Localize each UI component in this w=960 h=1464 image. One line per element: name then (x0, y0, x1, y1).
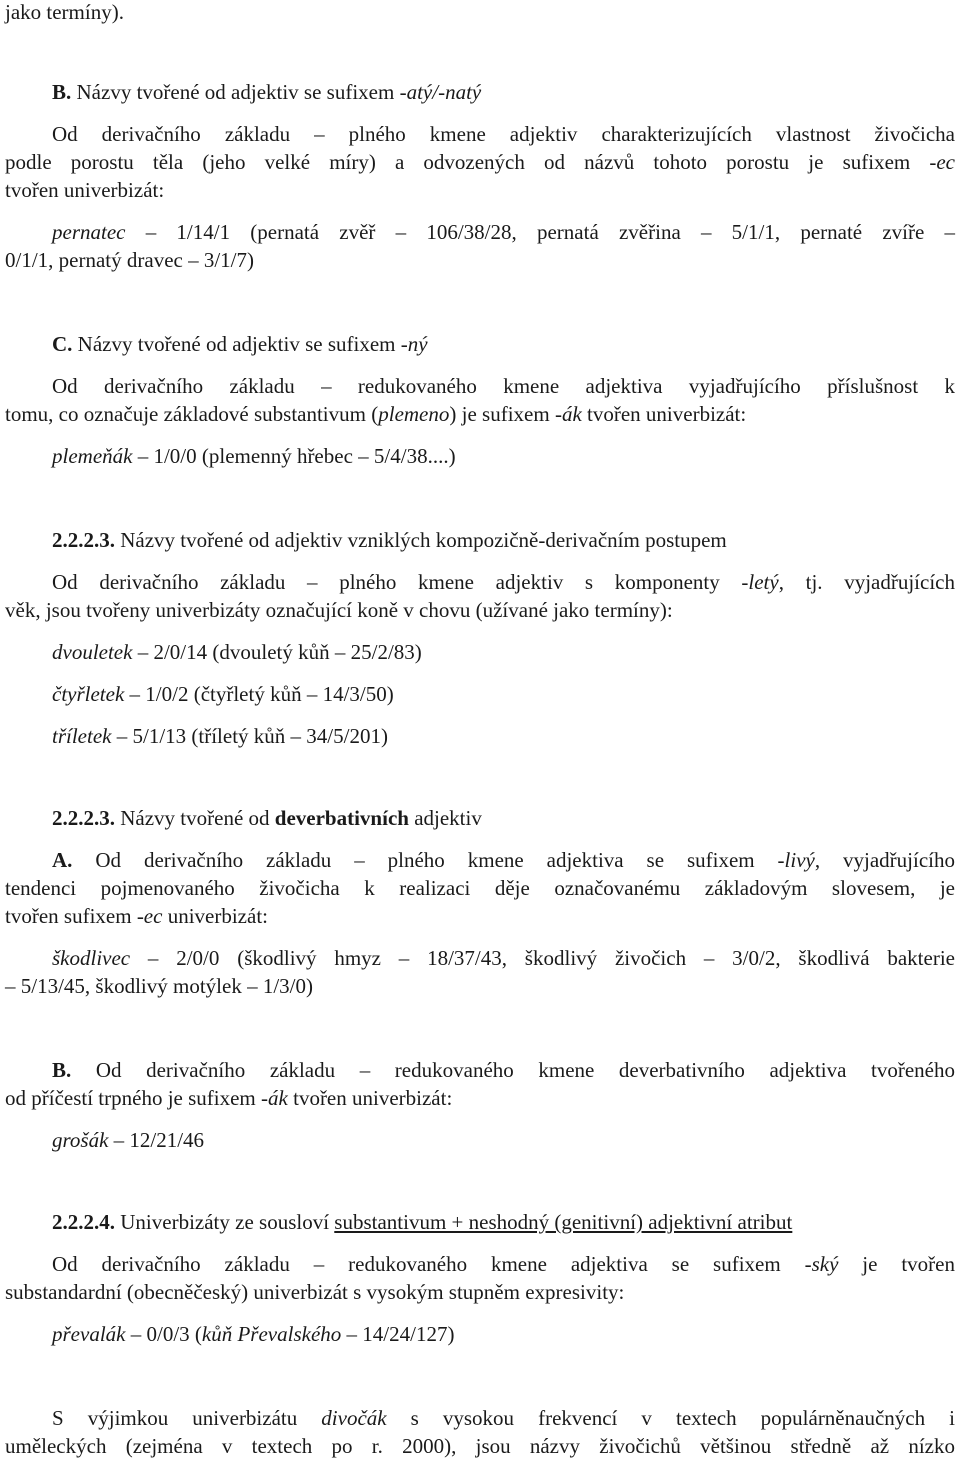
example-line: pernatec – 1/14/1 (pernatá zvěř – 106/38/28, pernatá zvěřina – 5/1/1, pernaté zvíře – (52, 220, 955, 244)
paragraph-line: Od derivačního základu – plného kmene adjektiv s komponenty -letý, tj. vyjadřujících (52, 570, 955, 594)
section-heading-c: C. Názvy tvořené od adjektiv se sufixem -ný (52, 332, 428, 356)
section-heading: 2.2.2.3. Názvy tvořené od deverbativních adjektiv (52, 806, 482, 830)
section-number: 2.2.2.4. (52, 1210, 115, 1234)
paragraph-line: od příčestí trpného je sufixem -ák tvořen univerbizát: (5, 1086, 453, 1110)
paragraph-line: Od derivačního základu – plného kmene adjektiv charakterizujících vlastnost živočicha (52, 122, 955, 146)
example-term: grošák (52, 1128, 109, 1152)
section-label: A. (52, 848, 73, 872)
paragraph-line: tvořen univerbizát: (5, 178, 165, 202)
section-label: C. (52, 332, 73, 356)
example-term: převalák (52, 1322, 126, 1346)
paragraph-line: A. Od derivačního základu – plného kmene adjektiva se sufixem -livý, vyjadřujícího (52, 848, 955, 872)
example-line: 0/1/1, pernatý dravec – 3/1/7) (5, 248, 255, 272)
example-term: dvouletek (52, 640, 133, 664)
example-line: čtyřletek – 1/0/2 (čtyřletý kůň – 14/3/50) (52, 682, 394, 706)
section-heading: 2.2.2.3. Názvy tvořené od adjektiv vzniklých kompozičně-derivačním postupem (52, 528, 727, 552)
example-line: převalák – 0/0/3 (kůň Převalského – 14/24/127) (52, 1322, 455, 1346)
paragraph-line: Od derivačního základu – redukovaného kmene adjektiva se sufixem -ský je tvořen (52, 1252, 955, 1276)
example-term: plemeňák (52, 444, 133, 468)
example-line: plemeňák – 1/0/0 (plemenný hřebec – 5/4/38....) (52, 444, 456, 468)
paragraph-line: B. Od derivačního základu – redukovaného kmene deverbativního adjektiva tvořeného (52, 1058, 955, 1082)
paragraph-line: S výjimkou univerbizátu divočák s vysokou frekvencí v textech populárněnaučných i (52, 1406, 955, 1430)
paragraph-line: tendenci pojmenovaného živočicha k realizaci děje označovanému základovým slovesem, je (5, 876, 955, 900)
example-line: škodlivec – 2/0/0 (škodlivý hmyz – 18/37/43, škodlivý živočich – 3/0/2, škodlivá bakterie (52, 946, 955, 970)
example-line: dvouletek – 2/0/14 (dvouletý kůň – 25/2/83) (52, 640, 422, 664)
example-line: grošák – 12/21/46 (52, 1128, 205, 1152)
example-line: – 5/13/45, škodlivý motýlek – 1/3/0) (5, 974, 313, 998)
text-line: jako termíny). (5, 0, 124, 24)
paragraph-line: tomu, co označuje základové substantivum (plemeno) je sufixem -ák tvořen univerbizát: (5, 402, 747, 426)
example-term: čtyřletek (52, 682, 125, 706)
paragraph-line: podle porostu těla (jeho velké míry) a odvozených od názvů tohoto porostu je sufixem -ec (5, 150, 955, 174)
example-term: pernatec (52, 220, 126, 244)
example-term: škodlivec (52, 946, 131, 970)
paragraph-line: věk, jsou tvořeny univerbizáty označující koně v chovu (užívané jako termíny): (5, 598, 673, 622)
paragraph-line: substandardní (obecněčeský) univerbizát s vysokým stupněm expresivity: (5, 1280, 625, 1304)
paragraph-line: Od derivačního základu – redukovaného kmene adjektiva vyjadřujícího příslušnost k (52, 374, 955, 398)
section-heading: 2.2.2.4. Univerbizáty ze sousloví substantivum + neshodný (genitivní) adjektivní atribut (52, 1210, 793, 1234)
section-heading-b: B. Názvy tvořené od adjektiv se sufixem -atý/-natý (52, 80, 482, 104)
example-line: tříletek – 5/1/13 (tříletý kůň – 34/5/201) (52, 724, 388, 748)
section-label: B. (52, 80, 72, 104)
section-number: 2.2.2.3. (52, 806, 115, 830)
paragraph-line: tvořen sufixem -ec univerbizát: (5, 904, 268, 928)
section-label: B. (52, 1058, 72, 1082)
paragraph-line: uměleckých (zejména v textech po r. 2000), jsou názvy živočichů většinou středně až nízko (5, 1434, 955, 1458)
section-number: 2.2.2.3. (52, 528, 115, 552)
example-term: tříletek (52, 724, 112, 748)
